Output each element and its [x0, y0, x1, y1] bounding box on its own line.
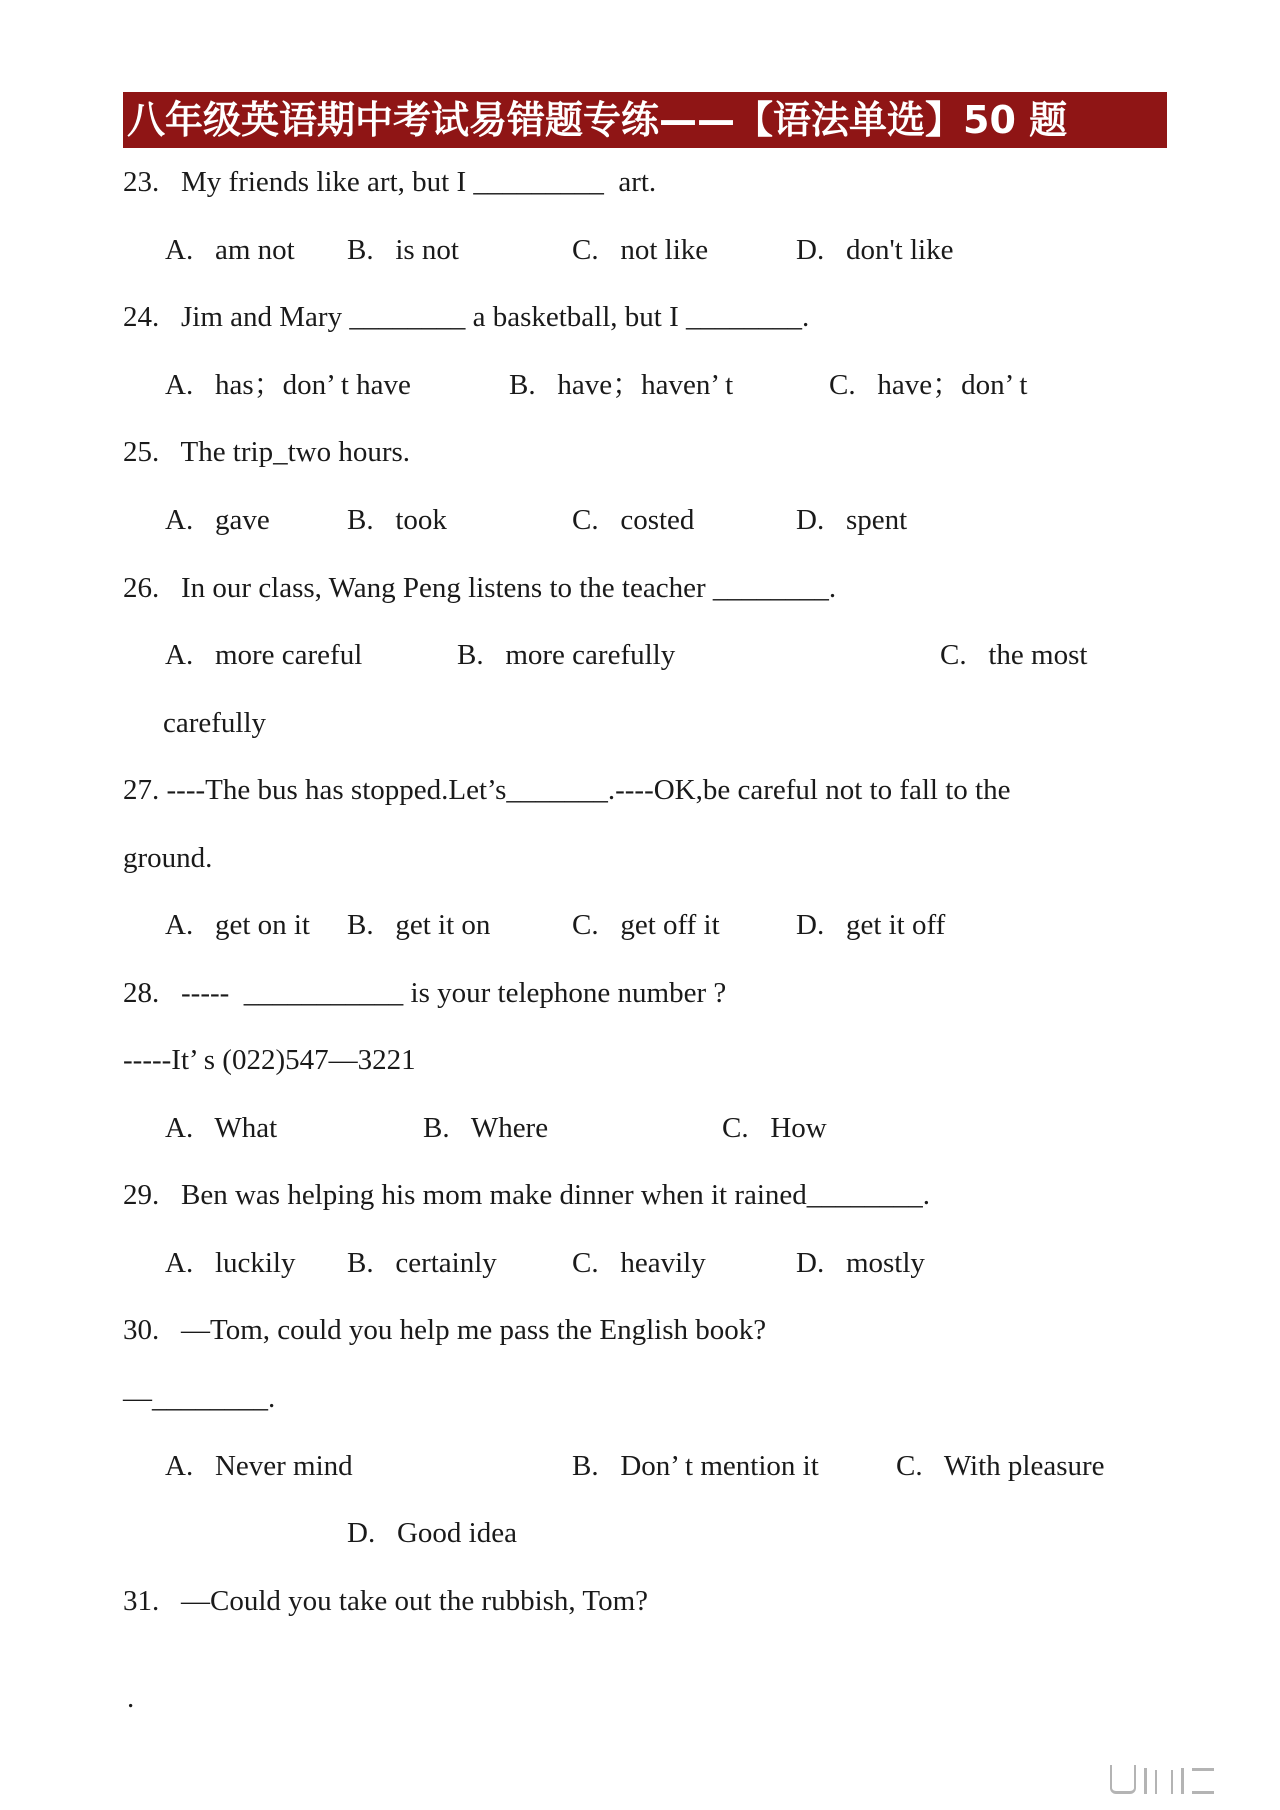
watermark-logo — [1110, 1760, 1260, 1794]
option-27-d: D. get it off — [796, 909, 946, 941]
question-30: 30. —Tom, could you help me pass the English book? — [123, 1314, 767, 1346]
option-29-b: B. certainly — [347, 1247, 497, 1279]
option-24-c: C. have；don’ t — [829, 369, 1028, 401]
option-30-c: C. With pleasure — [896, 1450, 1105, 1482]
option-28-b: B. Where — [423, 1112, 549, 1144]
option-26-b: B. more carefully — [457, 639, 676, 671]
option-30-d: D. Good idea — [347, 1517, 517, 1549]
option-23-c: C. not like — [572, 234, 709, 266]
option-29-c: C. heavily — [572, 1247, 706, 1279]
question-28: 28. ----- ___________ is your telephone number ? — [123, 977, 727, 1009]
option-25-a: A. gave — [165, 504, 270, 536]
option-30-b: B. Don’ t mention it — [572, 1450, 819, 1482]
question-24: 24. Jim and Mary ________ a basketball, but I ________. — [123, 301, 810, 333]
option-26-c-continued: carefully — [163, 707, 267, 739]
option-26-a: A. more careful — [165, 639, 363, 671]
option-27-b: B. get it on — [347, 909, 491, 941]
question-27-continued: ground. — [123, 842, 213, 874]
option-29-d: D. mostly — [796, 1247, 925, 1279]
answer-28: -----It’ s (022)547—3221 — [123, 1044, 416, 1076]
option-24-b: B. have；haven’ t — [509, 369, 734, 401]
option-23-a: A. am not — [165, 234, 295, 266]
answer-30: —________. — [123, 1382, 276, 1414]
option-25-c: C. costed — [572, 504, 695, 536]
trailing-dot: . — [127, 1682, 135, 1714]
option-23-b: B. is not — [347, 234, 459, 266]
question-29: 29. Ben was helping his mom make dinner when it rained________. — [123, 1179, 931, 1211]
option-23-d: D. don't like — [796, 234, 954, 266]
question-25: 25. The trip_two hours. — [123, 436, 411, 468]
option-25-d: D. spent — [796, 504, 908, 536]
option-28-c: C. How — [722, 1112, 827, 1144]
question-23: 23. My friends like art, but I _________ art. — [123, 166, 657, 198]
option-25-b: B. took — [347, 504, 447, 536]
option-28-a: A. What — [165, 1112, 278, 1144]
option-27-c: C. get off it — [572, 909, 720, 941]
option-27-a: A. get on it — [165, 909, 310, 941]
question-31: 31. —Could you take out the rubbish, Tom? — [123, 1585, 649, 1617]
option-30-a: A. Never mind — [165, 1450, 353, 1482]
option-29-a: A. luckily — [165, 1247, 296, 1279]
question-26: 26. In our class, Wang Peng listens to the teacher ________. — [123, 572, 837, 604]
question-27: 27. ----The bus has stopped.Let’s_______.----OK,be careful not to fall to the — [123, 774, 1011, 806]
page-title: 八年级英语期中考试易错题专练——【语法单选】50 题 — [123, 92, 1167, 148]
option-26-c: C. the most — [940, 639, 1088, 671]
option-24-a: A. has；don’ t have — [165, 369, 411, 401]
